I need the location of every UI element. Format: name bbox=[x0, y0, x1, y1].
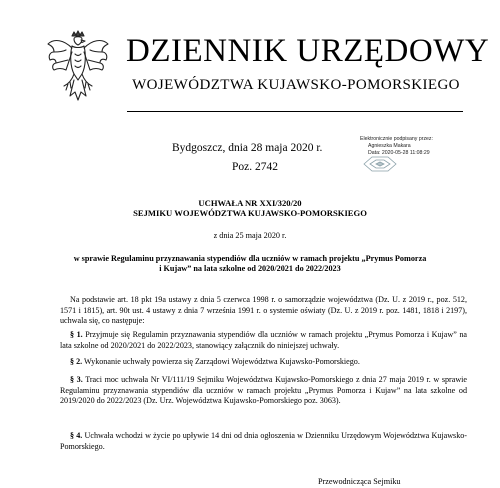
signature-title: Przewodnicząca Sejmiku bbox=[318, 477, 401, 486]
section-4-text: Uchwała wchodzi w życie po upływie 14 dni od dnia ogłoszenia w Dzienniku Urzędowym Województwa Kujawsko-Pomorskiego. bbox=[60, 431, 467, 451]
preamble-paragraph bbox=[60, 295, 467, 327]
section-1-label: § 1. bbox=[70, 330, 83, 339]
header-divider bbox=[127, 111, 463, 112]
resolution-subject-line-2: i Kujaw” na lata szkolne od 2020/2021 do 2022/2023 bbox=[159, 264, 341, 273]
esig-label: Elektronicznie podpisany przez: bbox=[360, 136, 433, 142]
section-3-label: § 3. bbox=[70, 375, 83, 384]
resolution-body: SEJMIKU WOJEWÓDZTWA KUJAWSKO-POMORSKIEGO bbox=[133, 208, 367, 218]
section-4-label: § 4. bbox=[70, 431, 83, 440]
section-2-label: § 2. bbox=[70, 357, 83, 366]
section-3-paragraph bbox=[60, 375, 467, 407]
section-2-text: Wykonanie uchwały powierza się Zarządowi Województwa Kujawsko-Pomorskiego. bbox=[82, 357, 360, 366]
resolution-date: z dnia 25 maja 2020 r. bbox=[213, 231, 287, 240]
section-1-paragraph bbox=[60, 330, 467, 351]
section-1-text: Przyjmuje się Regulamin przyznawania stypendiów dla uczniów w ramach projektu „Prymus Pomorza i Kujaw” na lata szkolne od 2020/2021 do 2022/2023, stanowiący załącznik do niniejszej uchwały. bbox=[60, 330, 468, 350]
section-3-text: Traci moc uchwała Nr VI/111/19 Sejmiku Województwa Kujawsko-Pomorskiego z dnia 27 maja 2019 r. w sprawie Regulaminu przyznawania stypendiów dla uczniów w ramach projektu „Prymus Pomorza i Kujaw” na lata szkolne od 2019/2020 do 2022/2023 (Dz. Urz. Województwa Kujawsko-Pomorskiego poz. 3063). bbox=[60, 375, 467, 406]
e-signature-logo-icon bbox=[362, 154, 402, 174]
place-date: Bydgoszcz, dnia 28 maja 2020 r. bbox=[172, 142, 323, 154]
preamble-text: Na podstawie art. 18 pkt 19a ustawy z dnia 5 czerwca 1998 r. o samorządzie województwa (Dz. U. z 2019 r., poz. 512, 1571 i 1815), art. 90t ust. 4 ustawy z dnia 7 września 1991 r. o systemie oświaty (Dz. U. z 2019 r. poz. 1481, 1818 i 2197), uchwala się, co następuje: bbox=[60, 295, 467, 326]
journal-subtitle: WOJEWÓDZTWA KUJAWSKO-POMORSKIEGO bbox=[132, 77, 460, 93]
esig-date: Data: 2020-05-28 11:08:29 bbox=[368, 150, 430, 156]
position-number: Poz. 2742 bbox=[232, 161, 278, 173]
section-2-paragraph bbox=[60, 357, 467, 368]
white-eagle-emblem-icon bbox=[44, 30, 112, 104]
resolution-number: UCHWAŁA NR XXI/320/20 bbox=[198, 198, 302, 208]
esig-name: Agnieszka Makara bbox=[368, 143, 411, 149]
journal-title: DZIENNIK URZĘDOWY bbox=[126, 33, 490, 69]
electronic-signature-block bbox=[360, 136, 470, 157]
section-4-paragraph bbox=[60, 431, 467, 452]
resolution-subject-line-1: w sprawie Regulaminu przyznawania stypendiów dla uczniów w ramach projektu „Prymus Pomorza bbox=[73, 254, 427, 263]
